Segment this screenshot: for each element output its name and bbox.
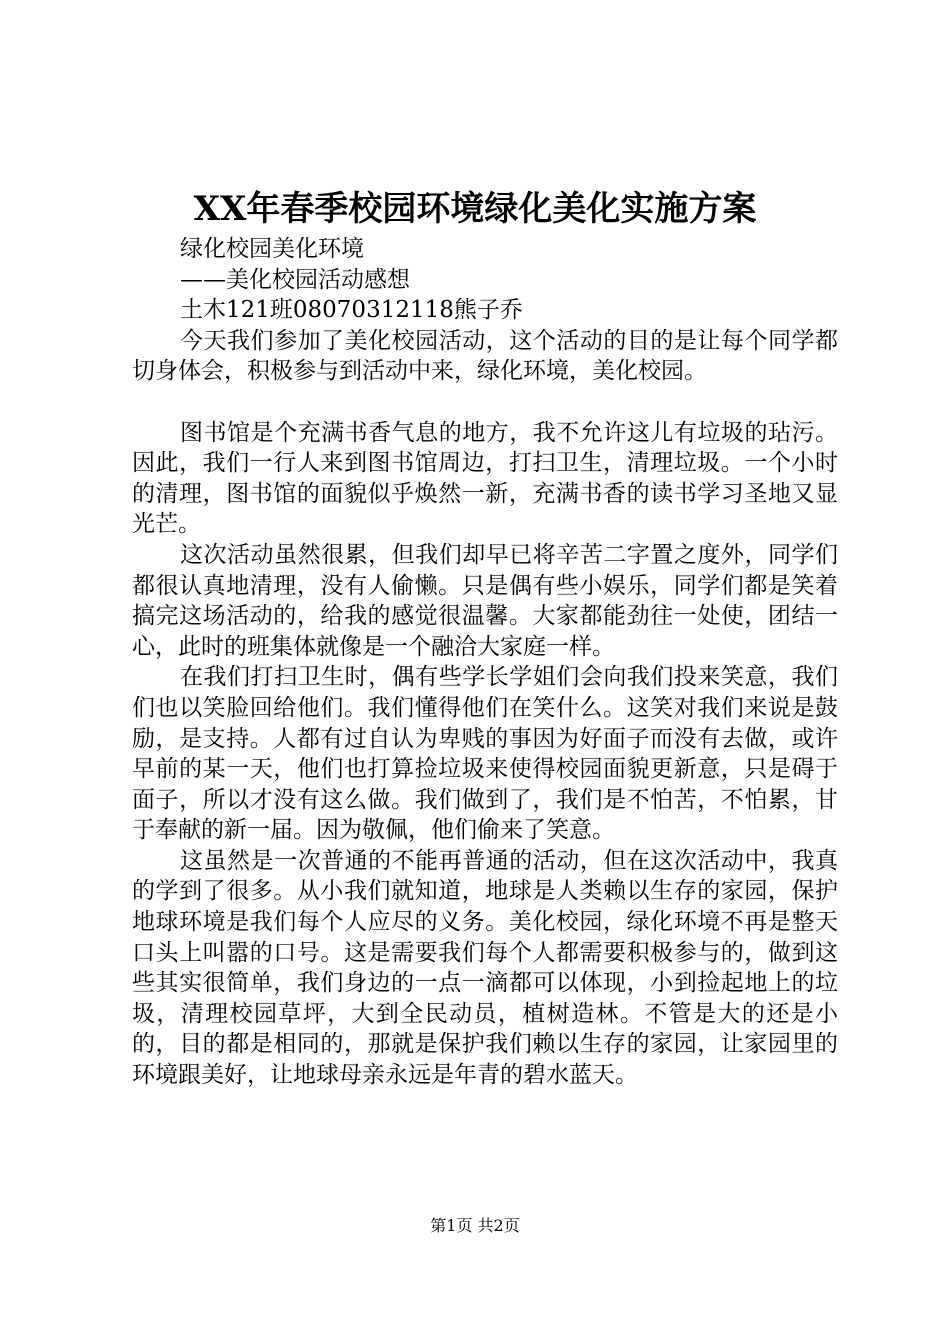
document-title: XX年春季校园环境绿化美化实施方案 xyxy=(193,189,757,229)
paragraph: 这次活动虽然很累，但我们却早已将辛苦二字置之度外，同学们都很认真地清理，没有人偷懒。只是偶有些小娱乐，同学们都是笑着搞完这场活动的，给我的感觉很温馨。大家都能劲往一处使，团结一心，此时的班集体就像是一个融洽大家庭一样。 xyxy=(132,541,838,660)
subtitle-line: ——美化校园活动感想 xyxy=(180,266,410,293)
paragraph-gap xyxy=(132,387,838,418)
paragraph: 在我们打扫卫生时，偶有些学长学姐们会向我们投来笑意，我们们也以笑脸回给他们。我们懂得他们在笑什么。这笑对我们来说是鼓励，是支持。人都有过自认为卑贱的事因为好面子而没有去做，或许早前的某一天，他们也打算捡垃圾来使得校园面貌更新意，只是碍于面子，所以才没有这么做。我们做到了，我们是不怕苦，不怕累，甘于奉献的新一届。因为敬佩，他们偷来了笑意。 xyxy=(132,664,838,844)
paragraph: 图书馆是个充满书香气息的地方，我不允许这儿有垃圾的玷污。因此，我们一行人来到图书馆周边，打扫卫生，清理垃圾。一个小时的清理，图书馆的面貌似乎焕然一新，充满书香的读书学习圣地又显光芒。 xyxy=(132,419,838,538)
document-body xyxy=(132,234,838,1091)
subtitle-line: 绿化校园美化环境 xyxy=(180,236,364,262)
paragraph: 这虽然是一次普通的不能再普通的活动，但在这次活动中，我真的学到了很多。从小我们就知道，地球是人类赖以生存的家园，保护地球环境是我们每个人应尽的义务。美化校园，绿化环境不再是整天口头上叫嚣的口号。这是需要我们每个人都需要积极参与的，做到这些其实很简单，我们身边的一点一滴都可以体现，小到捡起地上的垃圾，清理校园草坪，大到全民动员，植树造林。不管是大的还是小的，目的都是相同的，那就是保护我们赖以生存的家园，让家园里的环境跟美好，让地球母亲永远是年青的碧水蓝天。 xyxy=(132,847,838,1089)
page-footer: 第1页 共2页 xyxy=(430,1216,520,1235)
paragraph: 今天我们参加了美化校园活动，这个活动的目的是让每个同学都切身体会，积极参与到活动中来，绿化环境，美化校园。 xyxy=(132,327,838,385)
author-line: 土木121班08070312118熊子乔 xyxy=(180,297,523,324)
